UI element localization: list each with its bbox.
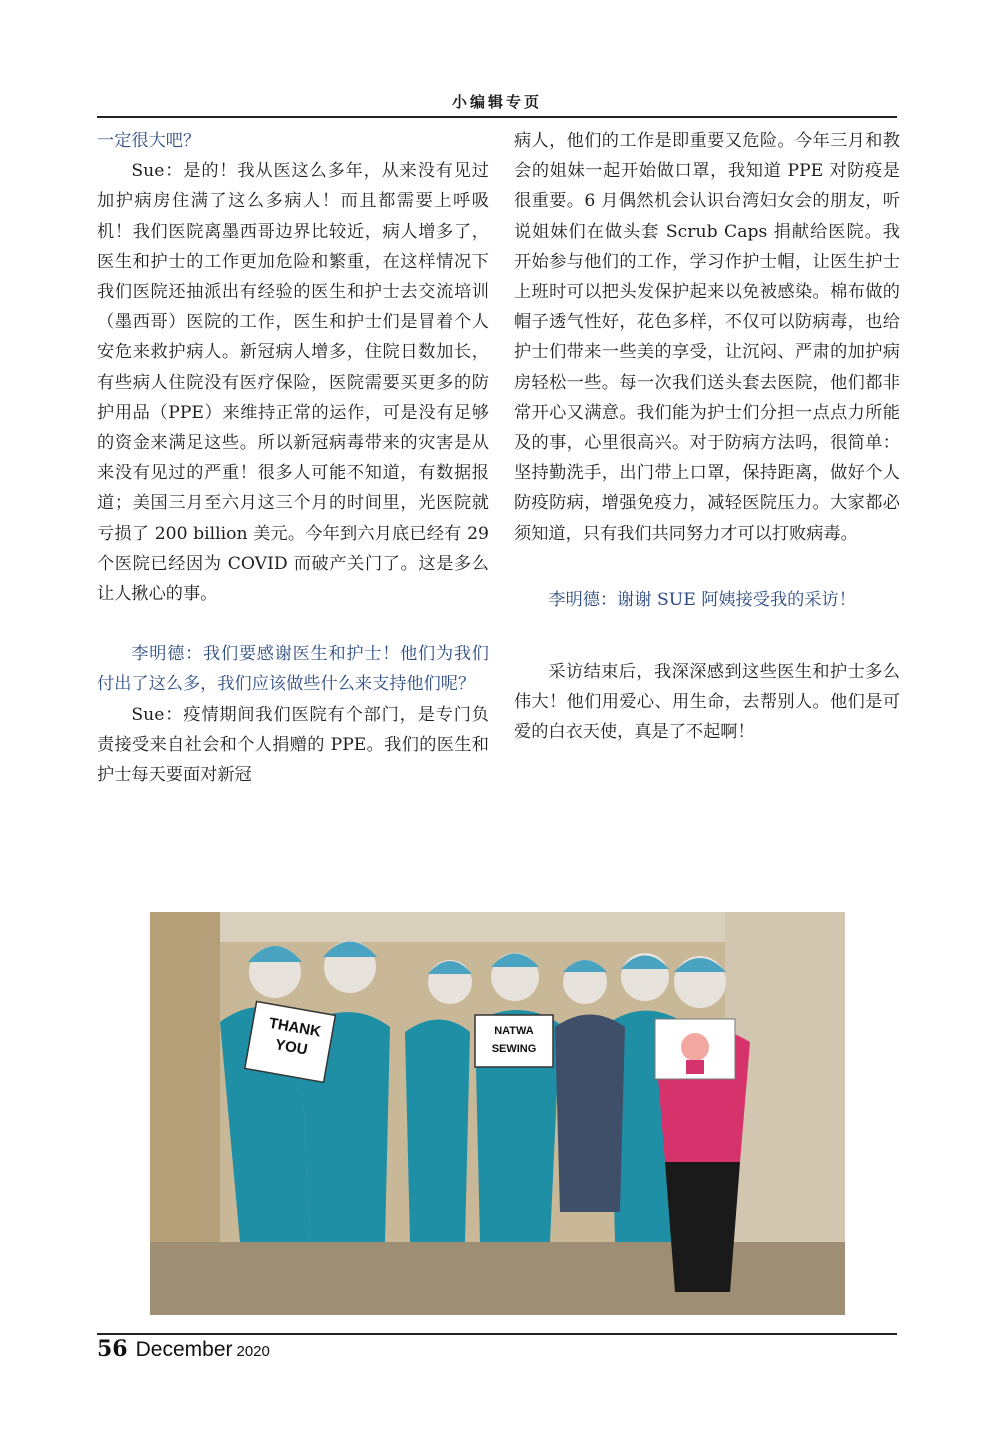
page-header (97, 86, 897, 118)
interviewer-question: 李明德：我们要感谢医生和护士！他们为我们付出了这么多，我们应该做些什么来支持他们呢？ (97, 644, 489, 695)
paragraph-gap (97, 609, 489, 639)
sign-text: SEWING (491, 1043, 537, 1055)
nurses-group-photo (150, 912, 845, 1315)
photo-illustration (150, 912, 845, 1315)
right-column (514, 126, 900, 748)
answer-paragraph: Sue：是的！我从医这么多年，从来没有见过加护病房住满了这么多病人！而且都需要上呼吸机！我们医院离墨西哥边界比较近，病人增多了，医生和护士的工作更加危险和繁重，在这样情况下我们医院还抽派出有经验的医生和护士去交流培训（墨西哥）医院的工作，医生和护士们是冒着个人安危来救护病人。新冠病人增多，住院日数加长，有些病人住院没有医疗保险，医院需要买更多的防护用品（PPE）来维持正常的运作，可是没有足够的资金来满足这些。所以新冠病毒带来的灾害是从来没有见过的严重！很多人可能不知道，有数据报道；美国三月至六月这三个月的时间里，光医院就亏损了 200 billion 美元。今年到六月底已经有 29 个医院已经因为 COVID 而破产关门了。这是多么让人揪心的事。 (97, 161, 489, 605)
closing-paragraph: 采访结束后，我深深感到这些医生和护士多么伟大！他们用爱心、用生命，去帮别人。他们是可爱的白衣天使，真是了不起啊！ (514, 662, 900, 743)
question-continuation: 一定很大吧？ (97, 131, 201, 151)
answer-continuation: 病人，他们的工作是即重要又危险。今年三月和教会的姐妹一起开始做口罩，我知道 PPE 对防疫是很重要。6 月偶然机会认识台湾妇女会的朋友，听说姐妹们在做头套 Scrub Caps 捐献给医院。我开始参与他们的工作，学习作护士帽，让医生护士上班时可以把头发保护起来以免被感染。棉布做的帽子透气性好，花色多样，不仅可以防病毒，也给护士们带来一些美的享受，让沉闷、严肃的加护病房轻松一些。每一次我们送头套去医院，他们都非常开心又满意。我们能为护士们分担一点点力所能及的事，心里很高兴。对于防病方法吗，很简单：坚持勤洗手，出门带上口罩，保持距离，做好个人防疫防病，增强免疫力，减轻医院压力。大家都必须知道，只有我们共同努力才可以打败病毒。 (514, 131, 900, 544)
sign-text: NATWA (494, 1025, 534, 1037)
paragraph-gap (514, 615, 900, 657)
left-column (97, 126, 489, 790)
natwa-sewing-sign (477, 1022, 551, 1058)
sign-text: THANK (267, 1014, 323, 1041)
sign-text: YOU (273, 1036, 309, 1059)
issue-year: 2020 (236, 1343, 270, 1360)
page-footer (97, 1336, 270, 1366)
footer-rule (97, 1333, 897, 1335)
section-title: 小编辑专页 (451, 93, 542, 111)
issue-month: December (135, 1338, 233, 1361)
paragraph-gap (514, 549, 900, 585)
answer-paragraph: Sue：疫情期间我们医院有个部门，是专门负责接受来自社会和个人捐赠的 PPE。我们的医生和护士每天要面对新冠 (97, 704, 489, 786)
page-number: 56 (97, 1336, 128, 1362)
interviewer-thanks: 李明德：谢谢 SUE 阿姨接受我的采访！ (548, 589, 856, 610)
